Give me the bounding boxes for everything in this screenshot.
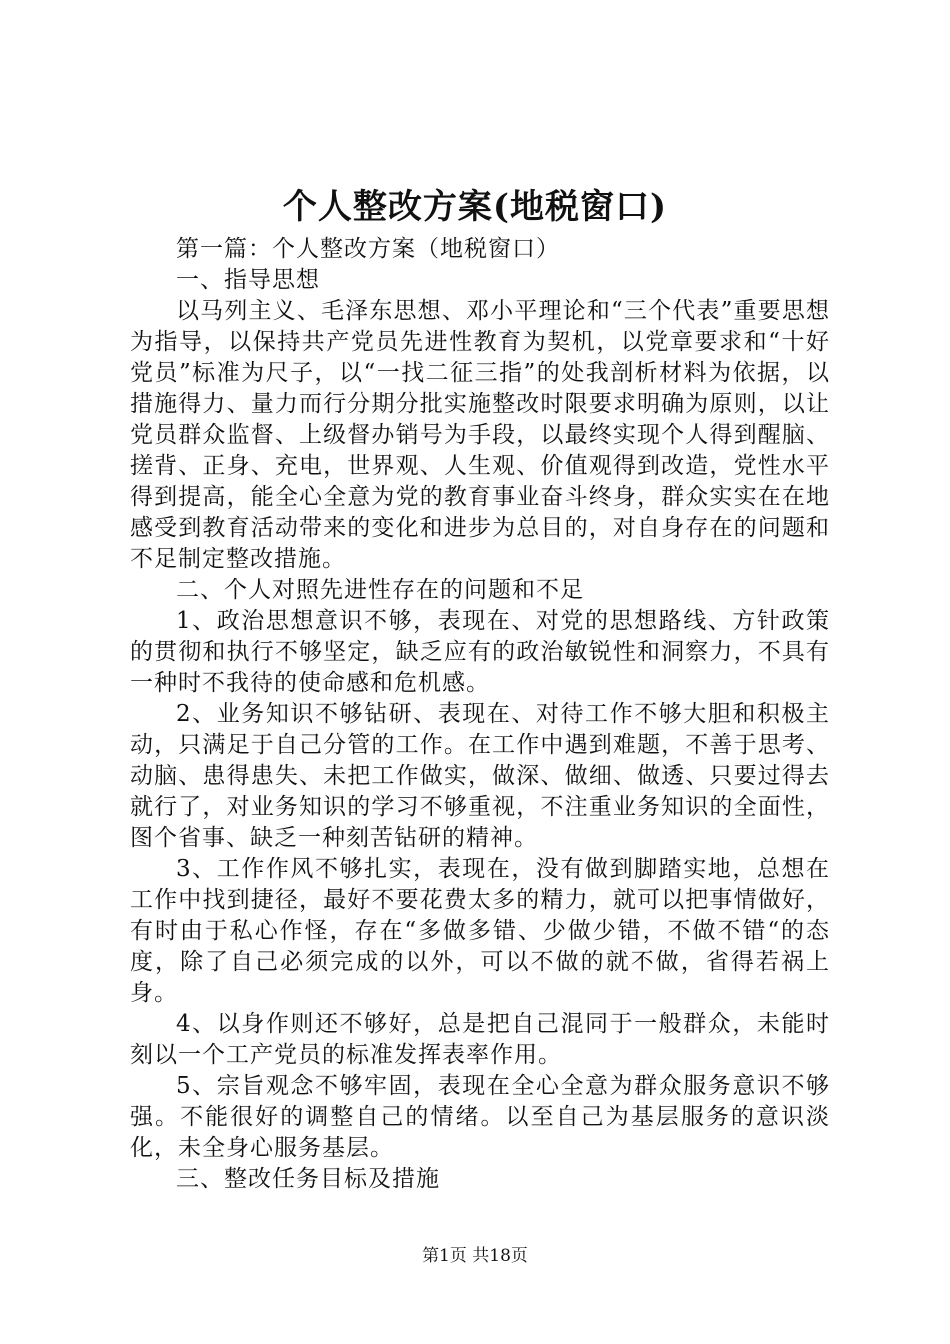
paragraph-problem-4: 4、以身作则还不够好，总是把自己混同于一般群众，未能时刻以一个工产党员的标准发挥表率作用。 xyxy=(130,1011,830,1068)
section-heading-guiding-thought: 一、指导思想 xyxy=(176,267,320,293)
paragraph-problem-1: 1、政治思想意识不够，表现在、对党的思想路线、方针政策的贯彻和执行不够坚定，缺乏应有的政治敏锐性和洞察力，不具有一种时不我待的使命感和危机感。 xyxy=(130,608,830,696)
document-title: 个人整改方案(地税窗口) xyxy=(282,187,668,227)
section-heading-rectification: 三、整改任务目标及措施 xyxy=(176,1166,440,1192)
section-heading-first-part: 第一篇：个人整改方案（地税窗口） xyxy=(176,236,560,262)
document-body xyxy=(130,234,830,1195)
paragraph-problem-2: 2、业务知识不够钻研、表现在、对待工作不够大胆和积极主动，只满足于自己分管的工作。在工作中遇到难题，不善于思考、动脑、患得患失、未把工作做实，做深、做细、做透、只要过得去就行了，对业务知识的学习不够重视，不注重业务知识的全面性，图个省事、缺乏一种刻苦钻研的精神。 xyxy=(130,701,830,851)
paragraph-guiding-thought: 以马列主义、毛泽东思想、邓小平理论和“三个代表”重要思想为指导，以保持共产党员先进性教育为契机，以党章要求和“十好党员”标准为尺子，以“一找二征三指”的处我剖析材料为依据，以措施得力、量力而行分期分批实施整改时限要求明确为原则，以让党员群众监督、上级督办销号为手段，以最终实现个人得到醒脑、搓背、正身、充电，世界观、人生观、价值观得到改造，党性水平得到提高，能全心全意为党的教育事业奋斗终身，群众实实在在地感受到教育活动带来的变化和进步为总目的，对自身存在的问题和不足制定整改措施。 xyxy=(130,298,830,572)
section-heading-problems: 二、个人对照先进性存在的问题和不足 xyxy=(176,577,584,603)
paragraph-problem-5: 5、宗旨观念不够牢固，表现在全心全意为群众服务意识不够强。不能很好的调整自己的情绪。以至自己为基层服务的意识淡化，未全身心服务基层。 xyxy=(130,1073,830,1161)
page-number-footer: 第1页 共18页 xyxy=(422,1246,528,1266)
paragraph-problem-3: 3、工作作风不够扎实，表现在，没有做到脚踏实地，总想在工作中找到捷径，最好不要花费太多的精力，就可以把事情做好，有时由于私心作怪，存在“多做多错、少做少错，不做不错“的态度，除了自己必须完成的以外，可以不做的就不做，省得若祸上身。 xyxy=(130,856,830,1006)
